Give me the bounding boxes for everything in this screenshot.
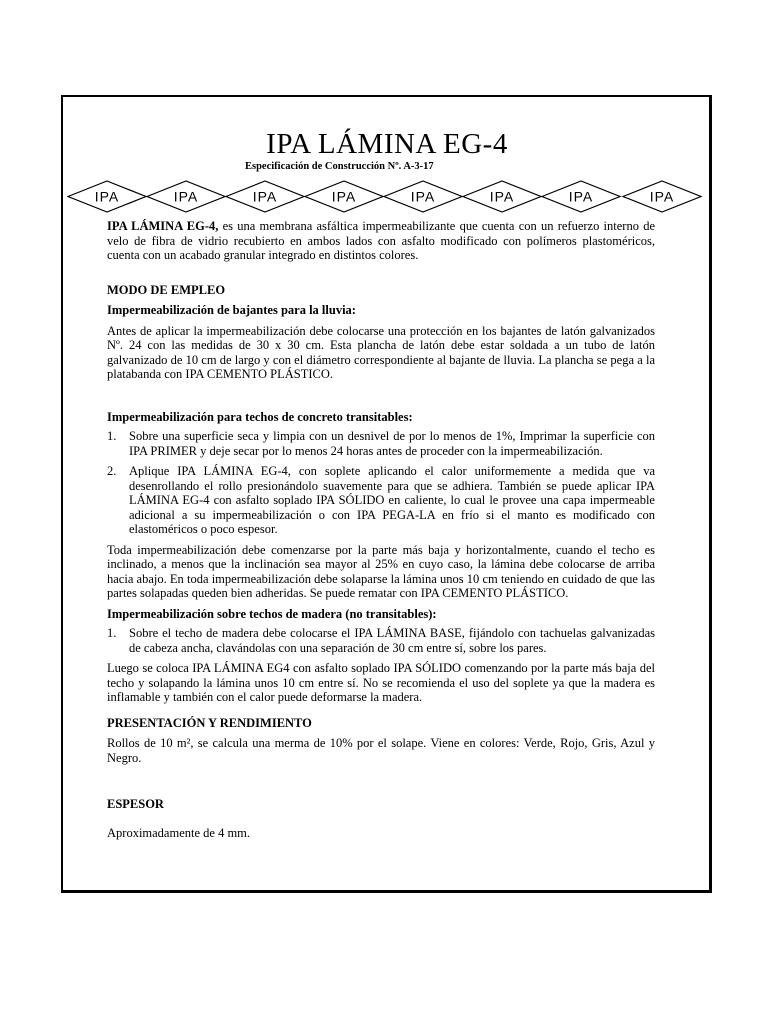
list-item — [107, 464, 655, 537]
list-text: Sobre el techo de madera debe colocarse el IPA LÁMINA BASE, fijándolo con tachuelas galvanizadas de cabeza ancha, clavándolas con una separación de 30 cm entre sí, sobre los pares. — [129, 626, 655, 655]
concreto-paragraph: Toda impermeabilización debe comenzarse por la parte más baja y horizontalmente, cuando el techo es inclinado, a menos que la inclinación sea mayor al 25% en cuyo caso, la lámina debe colocarse de arriba hacia abajo. En toda impermeabilización debe solaparse la lámina unos 10 cm teniendo en cuidado de que las partes solapadas queden bien adheridas. Se puede rematar con IPA CEMENTO PLÁSTICO. — [107, 542, 655, 600]
spec-number: Especificación de Construcción Nº. A-3-17 — [245, 161, 434, 172]
list-item — [107, 626, 655, 655]
intro-product-name: IPA LÁMINA EG-4, — [107, 219, 219, 233]
list-item — [107, 429, 655, 458]
diamond-label: IPA — [252, 188, 278, 205]
document-title: IPA LÁMINA EG-4 — [266, 128, 508, 160]
diamond-banner — [67, 180, 707, 213]
modo-empleo-heading: MODO DE EMPLEO — [107, 282, 226, 297]
madera-paragraph: Luego se coloca IPA LÁMINA EG4 con asfalto soplado IPA SÓLIDO comenzando por la parte más baja del techo y solapando la lámina unos 10 cm entre sí. No se recomienda el uso del soplete ya que la madera es inflamable y también con el calor puede deformarse la madera. — [107, 661, 655, 704]
diamond-label: IPA — [568, 188, 594, 205]
diamond-label: IPA — [489, 188, 515, 205]
document-body — [107, 219, 655, 840]
diamond-label: IPA — [94, 188, 120, 205]
intro-text: es una membrana asfáltica impermeabilizante que cuenta con un refuerzo interno de velo de fibra de vidrio recubierto en ambos lados con asfalto modificado con polímeros plastoméricos, cuenta con un acabado granular integrado en distintos colores. — [107, 219, 655, 262]
espesor-paragraph: Aproximadamente de 4 mm. — [107, 825, 251, 840]
bajantes-paragraph: Antes de aplicar la impermeabilización debe colocarse una protección en los bajantes de latón galvanizados Nº. 24 con las medidas de 30 x 30 cm. Esta plancha de latón debe estar soldada a un tubo de latón galvanizado de 10 cm de largo y con el diámetro correspondiente al bajante de lluvia. La plancha se pega a la platabanda con IPA CEMENTO PLÁSTICO. — [107, 323, 655, 381]
diamond-label: IPA — [410, 188, 436, 205]
presentacion-heading: PRESENTACIÓN Y RENDIMIENTO — [107, 715, 312, 730]
concreto-heading: Impermeabilización para techos de concreto transitables: — [107, 409, 413, 424]
list-text: Aplique IPA LÁMINA EG-4, con soplete aplicando el calor uniformemente a medida que va desenrollando el rollo presionándolo suavemente para que se adhiera. También se puede aplicar IPA LÁMINA EG-4 con asfalto soplado IPA SÓLIDO en caliente, lo cual le provee una capa impermeable adicional a su impermeabilización o con IPA PEGA-LA en frío si el manto es modificado con elastoméricos o poco espesor. — [129, 464, 655, 536]
list-text: Sobre una superficie seca y limpia con un desnivel de por lo menos de 1%, Imprimar la superficie con IPA PRIMER y deje secar por lo menos 24 horas antes de proceder con la impermeabilización. — [129, 429, 655, 458]
diamond-banner-svg — [67, 180, 707, 213]
diamond-label: IPA — [331, 188, 357, 205]
concreto-list — [107, 429, 655, 537]
intro-paragraph — [107, 219, 655, 263]
bajantes-heading: Impermeabilización de bajantes para la lluvia: — [107, 303, 356, 317]
list-number: 1. — [107, 626, 117, 640]
list-number: 2. — [107, 464, 117, 478]
diamond-label: IPA — [173, 188, 199, 205]
espesor-heading: ESPESOR — [107, 797, 164, 811]
diamond-label: IPA — [649, 188, 675, 205]
madera-list — [107, 626, 655, 655]
madera-heading: Impermeabilización sobre techos de madera (no transitables): — [107, 606, 437, 621]
presentacion-paragraph: Rollos de 10 m², se calcula una merma de 10% por el solape. Viene en colores: Verde, Rojo, Gris, Azul y Negro. — [107, 736, 655, 765]
list-number: 1. — [107, 429, 117, 443]
